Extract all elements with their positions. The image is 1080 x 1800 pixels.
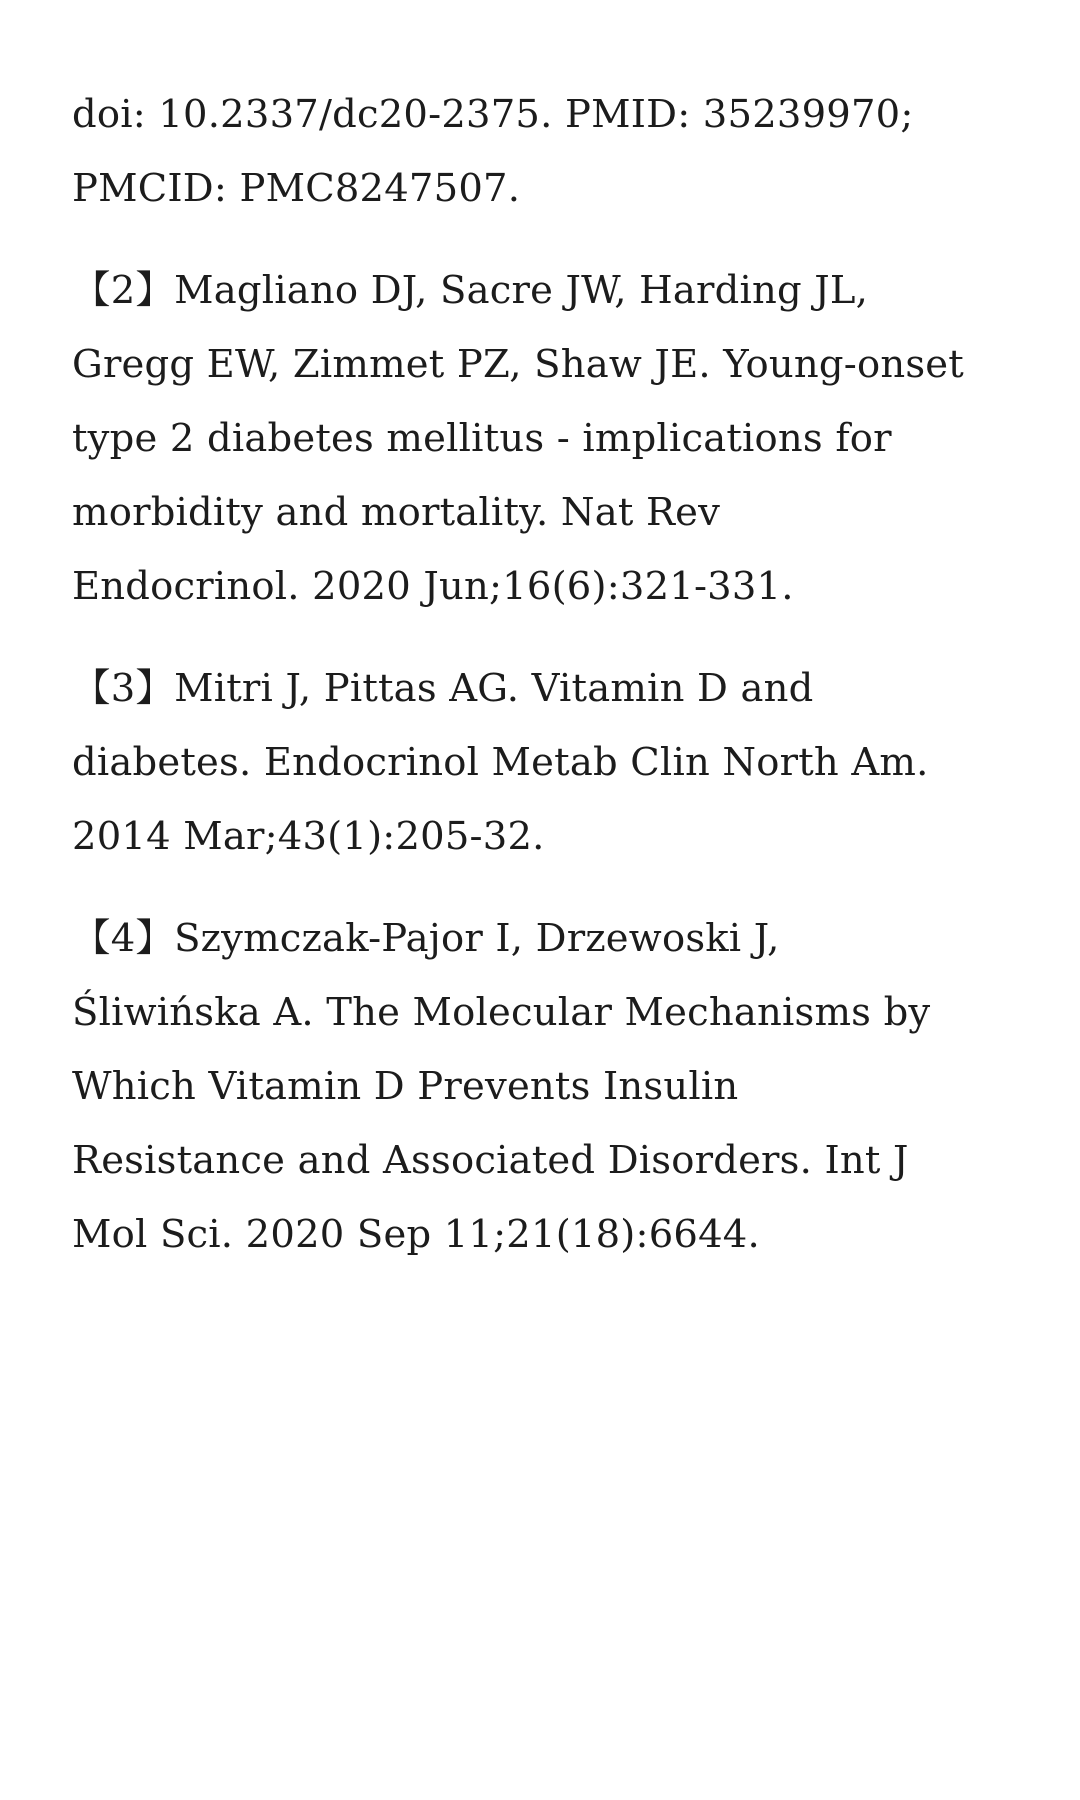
reference-text-line: 【3】Mitri J, Pittas AG. Vitamin D and bbox=[72, 666, 814, 711]
reference-2 bbox=[72, 254, 1012, 624]
reference-text-line: type 2 diabetes mellitus - implications for bbox=[72, 416, 892, 461]
reference-1-continued bbox=[72, 78, 1012, 226]
reference-text-line: diabetes. Endocrinol Metab Clin North Am. bbox=[72, 740, 929, 785]
reference-3 bbox=[72, 652, 1012, 874]
reference-text-line: doi: 10.2337/dc20-2375. PMID: 35239970; bbox=[72, 92, 914, 137]
reference-text-line: 【2】Magliano DJ, Sacre JW, Harding JL, bbox=[72, 268, 869, 313]
reference-text-line: morbidity and mortality. Nat Rev bbox=[72, 490, 721, 535]
reference-text-line: Endocrinol. 2020 Jun;16(6):321-331. bbox=[72, 564, 794, 609]
reference-text-line: 【4】Szymczak-Pajor I, Drzewoski J, bbox=[72, 916, 780, 961]
reference-text-line: PMCID: PMC8247507. bbox=[72, 166, 521, 211]
reference-text-line: Śliwińska A. The Molecular Mechanisms by bbox=[72, 990, 931, 1035]
reference-text-line: Resistance and Associated Disorders. Int J bbox=[72, 1138, 909, 1183]
reference-4 bbox=[72, 902, 1012, 1272]
reference-text-line: Gregg EW, Zimmet PZ, Shaw JE. Young-onset bbox=[72, 342, 964, 387]
reference-text-line: 2014 Mar;43(1):205-32. bbox=[72, 814, 545, 859]
references-list bbox=[72, 78, 1012, 1300]
reference-text-line: Mol Sci. 2020 Sep 11;21(18):6644. bbox=[72, 1212, 760, 1257]
reference-text-line: Which Vitamin D Prevents Insulin bbox=[72, 1064, 739, 1109]
